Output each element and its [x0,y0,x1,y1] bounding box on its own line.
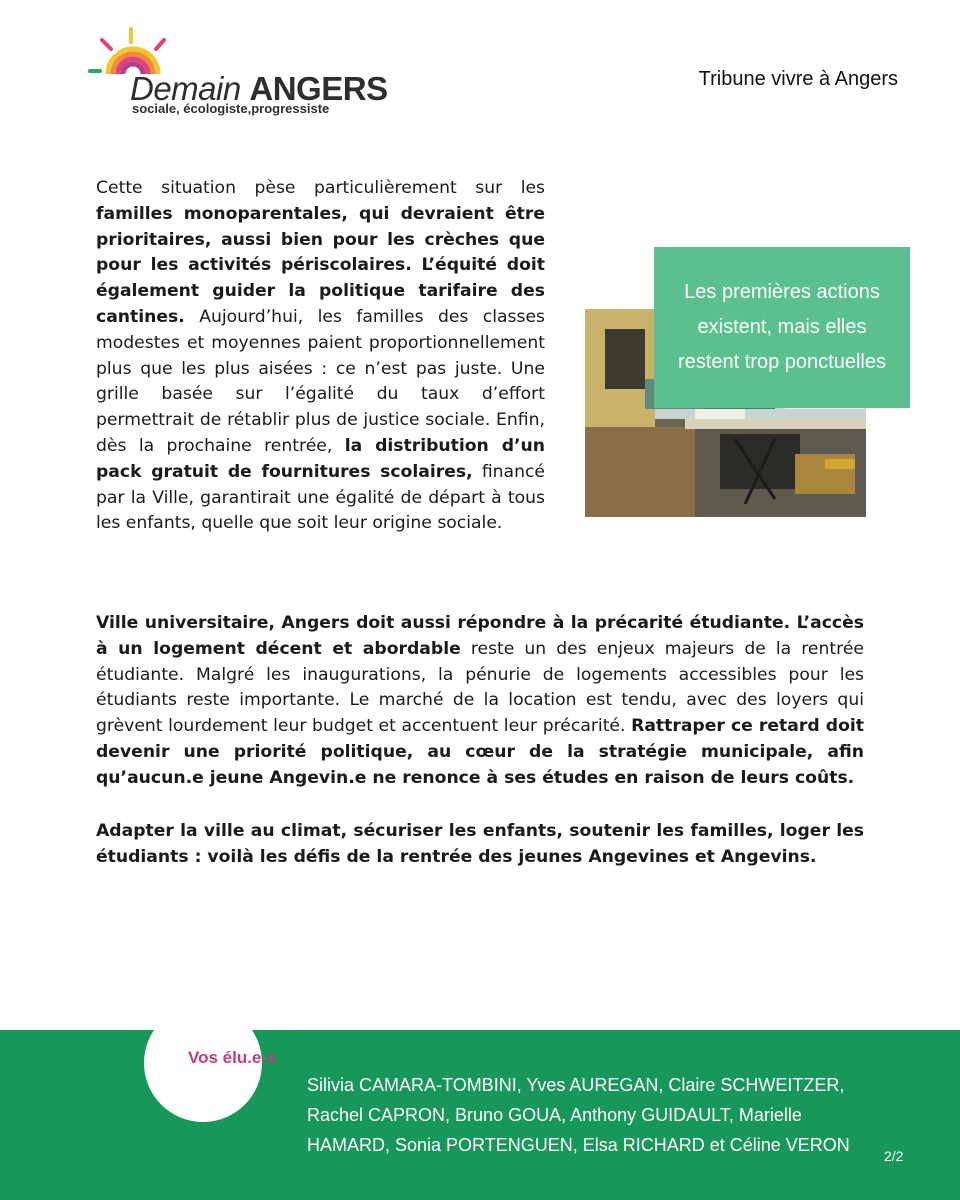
elected-label: Vos élu.e.s [188,1048,276,1067]
page-header-title: Tribune vivre à Angers [698,68,898,90]
logo-tagline: sociale, écologiste,progressiste [132,101,330,116]
paragraph-conclusion: Adapter la ville au climat, sécuriser les enfants, soutenir les familles, loger les étudiants : voilà les défis de la rentrée des jeunes Angevines et Angevins. [96,821,864,867]
logo-title: Demain ANGERS [130,70,388,107]
footer-band [0,1030,960,1200]
page-number: 2/2 [884,1148,904,1164]
paragraph-families: Cette situation pèse particulièrement sur les familles monoparentales, qui devraient être prioritaires, aussi bien pour les crèches que pour les activités périscolaires. L’équité doit également guider la politique tarifaire des cantines. Aujourd’hui, les familles des classes modestes et moyennes paient proportionnellement plus que les plus aisées : ce n’est pas juste. Une grille basée sur l’égalité du taux d’effort permettrait de rétablir plus de justice sociale. Enfin, dès la prochaine rentrée, la distribution d’un pack gratuit de fournitures scolaires, financé par la Ville, garantirait une égalité de départ à tous les enfants, quelle que soit leur origine sociale. [96,178,546,534]
quote-callout: Les premières actions existent, mais elles restent trop ponctuelles [654,247,910,408]
logo [86,26,386,121]
paragraph-students: Ville universitaire, Angers doit aussi répondre à la précarité étudiante. L’accès à un logement décent et abordable reste un des enjeux majeurs de la rentrée étudiante. Malgré les inaugurations, la pénurie de logements accessibles pour les étudiants reste importante. Le marché de la location est tendu, avec des loyers qui grèvent lourdement leur budget et accentuent leur précarité. Rattraper ce retard doit devenir une priorité politique, au cœur de la stratégie municipale, afin qu’aucun.e jeune Angevin.e ne renonce à ses études en raison de leurs coûts. [96,613,864,788]
elected-names: Silivia CAMARA-TOMBINI, Yves AUREGAN, Claire SCHWEITZER, Rachel CAPRON, Bruno GOUA, Anthony GUIDAULT, Marielle HAMARD, Sonia PORTENGUEN, Elsa RICHARD et Céline VERON [307,1075,850,1155]
